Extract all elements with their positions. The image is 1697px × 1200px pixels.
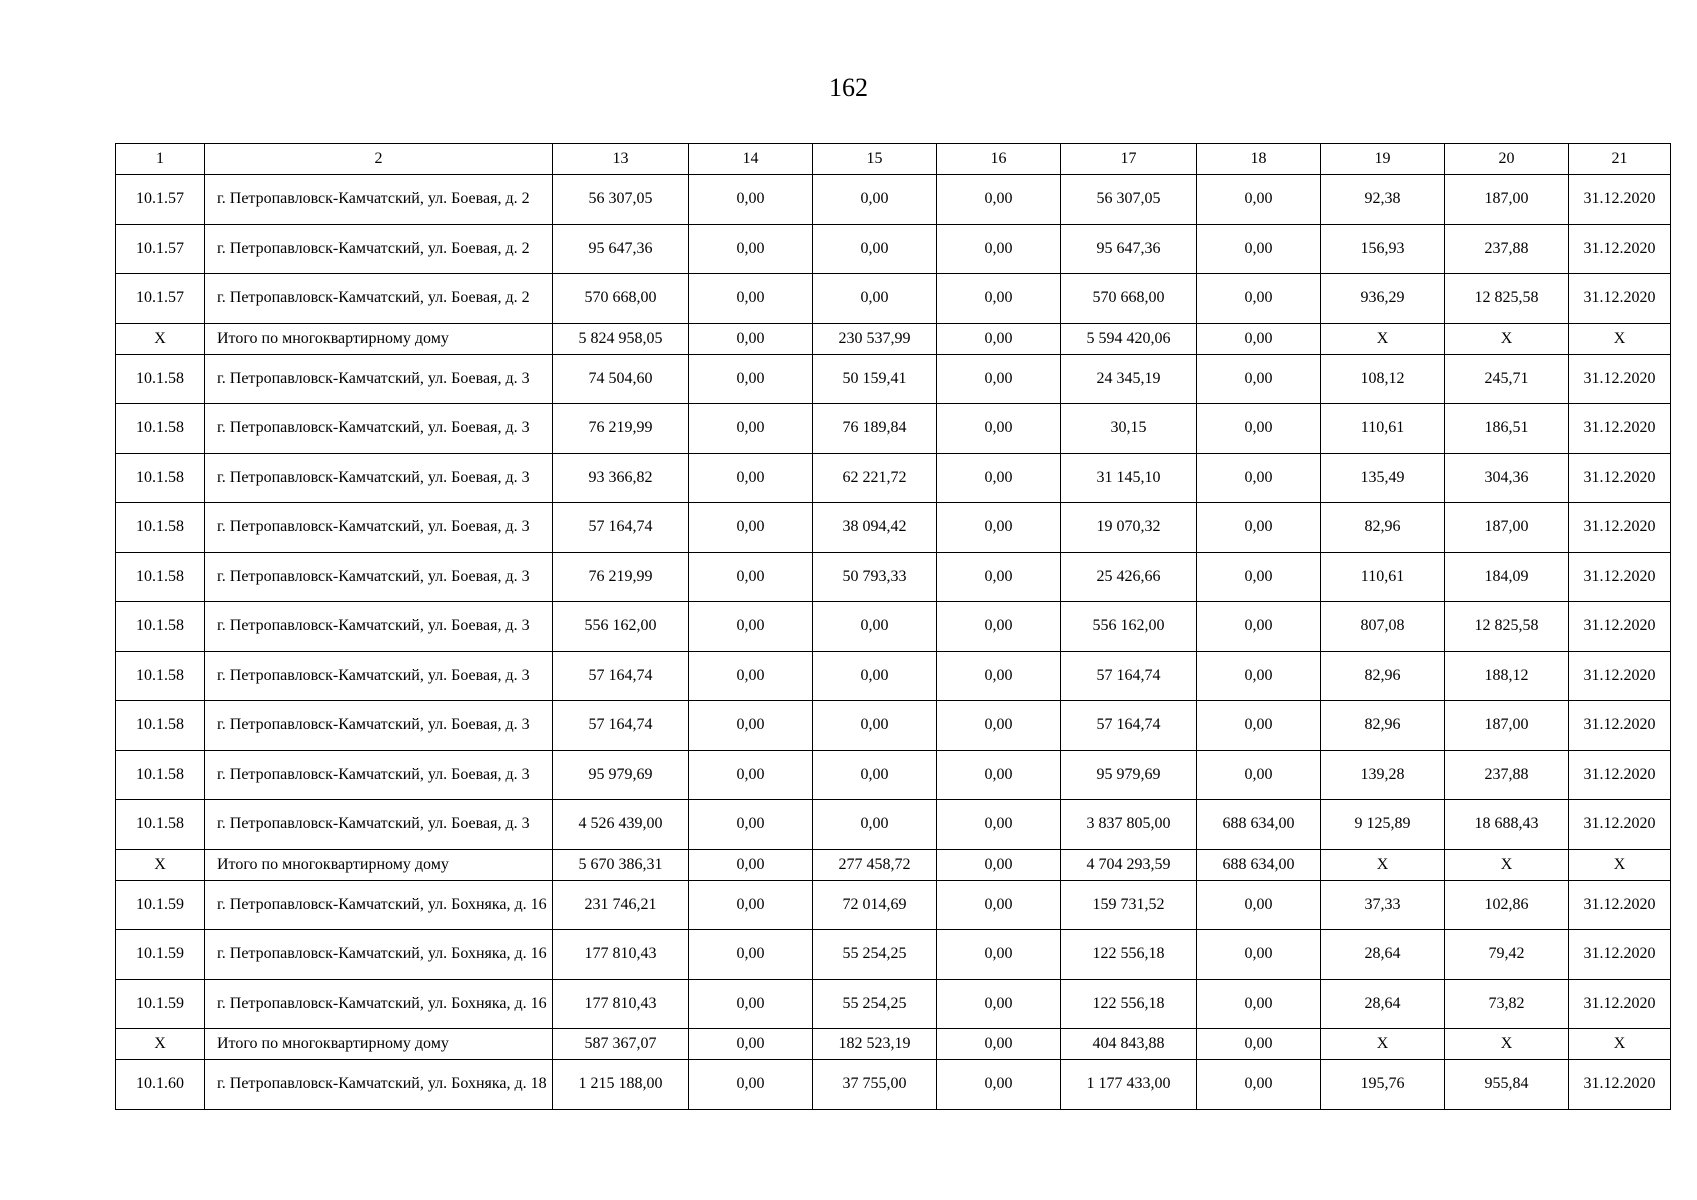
cell-col-19: 9 125,89: [1321, 800, 1445, 850]
address-cell: г. Петропавловск-Камчатский, ул. Боевая, д. 3: [205, 453, 553, 503]
cell-col-15: 62 221,72: [813, 453, 937, 503]
cell-col-14: 0,00: [689, 224, 813, 274]
header-cell: 17: [1061, 144, 1197, 175]
cell-col-17: 19 070,32: [1061, 503, 1197, 553]
cell-col-20: 79,42: [1445, 930, 1569, 980]
cell-col-13: 57 164,74: [553, 651, 689, 701]
cell-col-13: 5 670 386,31: [553, 849, 689, 880]
cell-col-18: 0,00: [1197, 224, 1321, 274]
cell-col-19: 37,33: [1321, 880, 1445, 930]
cell-col-18: 0,00: [1197, 701, 1321, 751]
cell-col-19: X: [1321, 323, 1445, 354]
row-number-cell: X: [116, 323, 205, 354]
cell-col-15: 50 159,41: [813, 354, 937, 404]
address-cell: г. Петропавловск-Камчатский, ул. Боевая, д. 3: [205, 602, 553, 652]
table-row: [116, 453, 1671, 503]
cell-col-16: 0,00: [937, 750, 1061, 800]
table-row: [116, 651, 1671, 701]
row-number-cell: X: [116, 1029, 205, 1060]
header-cell: 15: [813, 144, 937, 175]
cell-col-17: 24 345,19: [1061, 354, 1197, 404]
table-row: [116, 503, 1671, 553]
address-cell: г. Петропавловск-Камчатский, ул. Бохняка, д. 16: [205, 930, 553, 980]
row-number-cell: 10.1.57: [116, 175, 205, 225]
cell-col-15: 55 254,25: [813, 930, 937, 980]
header-cell: 20: [1445, 144, 1569, 175]
cell-col-17: 30,15: [1061, 404, 1197, 454]
cell-col-20: 186,51: [1445, 404, 1569, 454]
row-number-cell: 10.1.59: [116, 880, 205, 930]
cell-col-13: 76 219,99: [553, 552, 689, 602]
cell-col-15: 277 458,72: [813, 849, 937, 880]
cell-col-14: 0,00: [689, 453, 813, 503]
cell-col-20: 237,88: [1445, 224, 1569, 274]
date-cell: 31.12.2020: [1569, 503, 1671, 553]
cell-col-18: 0,00: [1197, 979, 1321, 1029]
row-number-cell: 10.1.58: [116, 651, 205, 701]
date-cell: 31.12.2020: [1569, 552, 1671, 602]
cell-col-17: 56 307,05: [1061, 175, 1197, 225]
cell-col-17: 5 594 420,06: [1061, 323, 1197, 354]
cell-col-15: 0,00: [813, 750, 937, 800]
date-cell: 31.12.2020: [1569, 880, 1671, 930]
cell-col-20: 187,00: [1445, 175, 1569, 225]
cell-col-17: 159 731,52: [1061, 880, 1197, 930]
cell-col-19: 28,64: [1321, 979, 1445, 1029]
date-cell: 31.12.2020: [1569, 404, 1671, 454]
address-cell: г. Петропавловск-Камчатский, ул. Бохняка, д. 18: [205, 1060, 553, 1110]
cell-col-14: 0,00: [689, 800, 813, 850]
row-number-cell: 10.1.57: [116, 274, 205, 324]
cell-col-13: 4 526 439,00: [553, 800, 689, 850]
cell-col-16: 0,00: [937, 701, 1061, 751]
cell-col-18: 0,00: [1197, 602, 1321, 652]
cell-col-20: 187,00: [1445, 701, 1569, 751]
cell-col-20: 12 825,58: [1445, 602, 1569, 652]
cell-col-17: 404 843,88: [1061, 1029, 1197, 1060]
cell-col-13: 57 164,74: [553, 701, 689, 751]
table-row: [116, 602, 1671, 652]
cell-col-15: 72 014,69: [813, 880, 937, 930]
cell-col-13: 95 647,36: [553, 224, 689, 274]
cell-col-17: 25 426,66: [1061, 552, 1197, 602]
cell-col-17: 4 704 293,59: [1061, 849, 1197, 880]
cell-col-20: 187,00: [1445, 503, 1569, 553]
cell-col-15: 0,00: [813, 175, 937, 225]
header-cell: 14: [689, 144, 813, 175]
cell-col-18: 0,00: [1197, 552, 1321, 602]
data-table: [115, 143, 1671, 1110]
row-number-cell: 10.1.58: [116, 750, 205, 800]
cell-col-19: 139,28: [1321, 750, 1445, 800]
cell-col-20: 304,36: [1445, 453, 1569, 503]
cell-col-18: 0,00: [1197, 750, 1321, 800]
date-cell: X: [1569, 1029, 1671, 1060]
table-row: [116, 979, 1671, 1029]
address-cell: Итого по многоквартирному дому: [205, 849, 553, 880]
cell-col-15: 37 755,00: [813, 1060, 937, 1110]
cell-col-15: 0,00: [813, 651, 937, 701]
cell-col-14: 0,00: [689, 503, 813, 553]
cell-col-13: 231 746,21: [553, 880, 689, 930]
cell-col-14: 0,00: [689, 1060, 813, 1110]
date-cell: 31.12.2020: [1569, 453, 1671, 503]
cell-col-16: 0,00: [937, 274, 1061, 324]
address-cell: г. Петропавловск-Камчатский, ул. Боевая, д. 3: [205, 503, 553, 553]
cell-col-15: 0,00: [813, 274, 937, 324]
cell-col-17: 95 647,36: [1061, 224, 1197, 274]
cell-col-16: 0,00: [937, 880, 1061, 930]
cell-col-19: 28,64: [1321, 930, 1445, 980]
address-cell: г. Петропавловск-Камчатский, ул. Боевая, д. 2: [205, 224, 553, 274]
cell-col-14: 0,00: [689, 880, 813, 930]
table-row: [116, 800, 1671, 850]
cell-col-14: 0,00: [689, 701, 813, 751]
cell-col-17: 57 164,74: [1061, 701, 1197, 751]
cell-col-18: 0,00: [1197, 503, 1321, 553]
cell-col-13: 570 668,00: [553, 274, 689, 324]
row-number-cell: X: [116, 849, 205, 880]
cell-col-16: 0,00: [937, 602, 1061, 652]
cell-col-15: 230 537,99: [813, 323, 937, 354]
cell-col-20: 12 825,58: [1445, 274, 1569, 324]
cell-col-13: 5 824 958,05: [553, 323, 689, 354]
date-cell: 31.12.2020: [1569, 930, 1671, 980]
cell-col-16: 0,00: [937, 503, 1061, 553]
cell-col-19: 82,96: [1321, 651, 1445, 701]
cell-col-18: 0,00: [1197, 453, 1321, 503]
table-row: [116, 404, 1671, 454]
cell-col-15: 76 189,84: [813, 404, 937, 454]
page-number: 162: [829, 73, 868, 102]
row-number-cell: 10.1.58: [116, 552, 205, 602]
cell-col-20: 73,82: [1445, 979, 1569, 1029]
cell-col-20: 955,84: [1445, 1060, 1569, 1110]
row-number-cell: 10.1.58: [116, 453, 205, 503]
cell-col-15: 50 793,33: [813, 552, 937, 602]
cell-col-17: 122 556,18: [1061, 930, 1197, 980]
cell-col-19: 82,96: [1321, 701, 1445, 751]
row-number-cell: 10.1.58: [116, 701, 205, 751]
cell-col-15: 55 254,25: [813, 979, 937, 1029]
cell-col-19: 135,49: [1321, 453, 1445, 503]
row-number-cell: 10.1.58: [116, 800, 205, 850]
table-row: [116, 880, 1671, 930]
cell-col-16: 0,00: [937, 849, 1061, 880]
cell-col-20: X: [1445, 1029, 1569, 1060]
cell-col-16: 0,00: [937, 323, 1061, 354]
address-cell: г. Петропавловск-Камчатский, ул. Боевая, д. 3: [205, 552, 553, 602]
address-cell: г. Петропавловск-Камчатский, ул. Боевая, д. 3: [205, 701, 553, 751]
cell-col-18: 0,00: [1197, 274, 1321, 324]
address-cell: г. Петропавловск-Камчатский, ул. Бохняка, д. 16: [205, 979, 553, 1029]
cell-col-15: 0,00: [813, 701, 937, 751]
cell-col-18: 0,00: [1197, 1060, 1321, 1110]
header-cell: 21: [1569, 144, 1671, 175]
cell-col-15: 0,00: [813, 602, 937, 652]
row-number-cell: 10.1.58: [116, 602, 205, 652]
cell-col-14: 0,00: [689, 930, 813, 980]
cell-col-20: 184,09: [1445, 552, 1569, 602]
cell-col-20: X: [1445, 323, 1569, 354]
cell-col-17: 31 145,10: [1061, 453, 1197, 503]
cell-col-17: 3 837 805,00: [1061, 800, 1197, 850]
cell-col-18: 0,00: [1197, 323, 1321, 354]
table-row: [116, 701, 1671, 751]
cell-col-19: 92,38: [1321, 175, 1445, 225]
cell-col-16: 0,00: [937, 979, 1061, 1029]
header-cell: 16: [937, 144, 1061, 175]
cell-col-13: 95 979,69: [553, 750, 689, 800]
address-cell: г. Петропавловск-Камчатский, ул. Боевая, д. 2: [205, 175, 553, 225]
address-cell: г. Петропавловск-Камчатский, ул. Боевая, д. 3: [205, 404, 553, 454]
row-number-cell: 10.1.58: [116, 404, 205, 454]
cell-col-18: 0,00: [1197, 651, 1321, 701]
cell-col-16: 0,00: [937, 1029, 1061, 1060]
cell-col-15: 0,00: [813, 800, 937, 850]
header-cell: 1: [116, 144, 205, 175]
cell-col-14: 0,00: [689, 750, 813, 800]
table-total-row: [116, 323, 1671, 354]
table-total-row: [116, 1029, 1671, 1060]
date-cell: 31.12.2020: [1569, 274, 1671, 324]
table-body: [116, 144, 1671, 1110]
cell-col-13: 76 219,99: [553, 404, 689, 454]
cell-col-14: 0,00: [689, 354, 813, 404]
cell-col-15: 38 094,42: [813, 503, 937, 553]
cell-col-16: 0,00: [937, 800, 1061, 850]
row-number-cell: 10.1.57: [116, 224, 205, 274]
cell-col-16: 0,00: [937, 552, 1061, 602]
table-row: [116, 224, 1671, 274]
table-row: [116, 274, 1671, 324]
cell-col-18: 688 634,00: [1197, 800, 1321, 850]
cell-col-19: 936,29: [1321, 274, 1445, 324]
cell-col-16: 0,00: [937, 1060, 1061, 1110]
cell-col-16: 0,00: [937, 354, 1061, 404]
cell-col-13: 587 367,07: [553, 1029, 689, 1060]
table-row: [116, 1060, 1671, 1110]
cell-col-17: 556 162,00: [1061, 602, 1197, 652]
cell-col-16: 0,00: [937, 175, 1061, 225]
row-number-cell: 10.1.58: [116, 503, 205, 553]
cell-col-14: 0,00: [689, 979, 813, 1029]
cell-col-14: 0,00: [689, 552, 813, 602]
cell-col-14: 0,00: [689, 1029, 813, 1060]
date-cell: 31.12.2020: [1569, 800, 1671, 850]
cell-col-19: X: [1321, 1029, 1445, 1060]
cell-col-14: 0,00: [689, 175, 813, 225]
cell-col-19: X: [1321, 849, 1445, 880]
cell-col-14: 0,00: [689, 274, 813, 324]
cell-col-19: 108,12: [1321, 354, 1445, 404]
cell-col-13: 177 810,43: [553, 979, 689, 1029]
date-cell: 31.12.2020: [1569, 1060, 1671, 1110]
header-cell: 18: [1197, 144, 1321, 175]
table-row: [116, 175, 1671, 225]
cell-col-18: 0,00: [1197, 354, 1321, 404]
address-cell: г. Петропавловск-Камчатский, ул. Боевая, д. 3: [205, 800, 553, 850]
cell-col-16: 0,00: [937, 224, 1061, 274]
cell-col-20: 188,12: [1445, 651, 1569, 701]
cell-col-13: 556 162,00: [553, 602, 689, 652]
cell-col-13: 57 164,74: [553, 503, 689, 553]
date-cell: 31.12.2020: [1569, 354, 1671, 404]
cell-col-14: 0,00: [689, 323, 813, 354]
table-header-row: [116, 144, 1671, 175]
cell-col-18: 688 634,00: [1197, 849, 1321, 880]
cell-col-14: 0,00: [689, 404, 813, 454]
cell-col-17: 122 556,18: [1061, 979, 1197, 1029]
row-number-cell: 10.1.60: [116, 1060, 205, 1110]
date-cell: X: [1569, 849, 1671, 880]
cell-col-19: 110,61: [1321, 552, 1445, 602]
table-row: [116, 930, 1671, 980]
row-number-cell: 10.1.58: [116, 354, 205, 404]
date-cell: 31.12.2020: [1569, 701, 1671, 751]
cell-col-14: 0,00: [689, 849, 813, 880]
address-cell: г. Петропавловск-Камчатский, ул. Боевая, д. 3: [205, 750, 553, 800]
cell-col-17: 57 164,74: [1061, 651, 1197, 701]
header-cell: 2: [205, 144, 553, 175]
address-cell: г. Петропавловск-Камчатский, ул. Боевая, д. 2: [205, 274, 553, 324]
cell-col-19: 156,93: [1321, 224, 1445, 274]
cell-col-15: 0,00: [813, 224, 937, 274]
cell-col-16: 0,00: [937, 651, 1061, 701]
cell-col-17: 95 979,69: [1061, 750, 1197, 800]
cell-col-20: 245,71: [1445, 354, 1569, 404]
address-cell: г. Петропавловск-Камчатский, ул. Бохняка, д. 16: [205, 880, 553, 930]
date-cell: 31.12.2020: [1569, 651, 1671, 701]
cell-col-17: 570 668,00: [1061, 274, 1197, 324]
cell-col-17: 1 177 433,00: [1061, 1060, 1197, 1110]
cell-col-19: 82,96: [1321, 503, 1445, 553]
cell-col-18: 0,00: [1197, 404, 1321, 454]
cell-col-18: 0,00: [1197, 930, 1321, 980]
cell-col-18: 0,00: [1197, 1029, 1321, 1060]
row-number-cell: 10.1.59: [116, 930, 205, 980]
cell-col-14: 0,00: [689, 651, 813, 701]
date-cell: 31.12.2020: [1569, 979, 1671, 1029]
cell-col-13: 74 504,60: [553, 354, 689, 404]
cell-col-18: 0,00: [1197, 880, 1321, 930]
cell-col-18: 0,00: [1197, 175, 1321, 225]
cell-col-19: 110,61: [1321, 404, 1445, 454]
date-cell: 31.12.2020: [1569, 602, 1671, 652]
header-cell: 19: [1321, 144, 1445, 175]
cell-col-19: 807,08: [1321, 602, 1445, 652]
table-row: [116, 354, 1671, 404]
cell-col-20: 18 688,43: [1445, 800, 1569, 850]
cell-col-20: X: [1445, 849, 1569, 880]
cell-col-13: 93 366,82: [553, 453, 689, 503]
table-row: [116, 552, 1671, 602]
cell-col-16: 0,00: [937, 404, 1061, 454]
address-cell: Итого по многоквартирному дому: [205, 323, 553, 354]
table-total-row: [116, 849, 1671, 880]
cell-col-20: 102,86: [1445, 880, 1569, 930]
cell-col-15: 182 523,19: [813, 1029, 937, 1060]
cell-col-13: 1 215 188,00: [553, 1060, 689, 1110]
cell-col-20: 237,88: [1445, 750, 1569, 800]
address-cell: г. Петропавловск-Камчатский, ул. Боевая, д. 3: [205, 651, 553, 701]
cell-col-13: 56 307,05: [553, 175, 689, 225]
table-row: [116, 750, 1671, 800]
cell-col-14: 0,00: [689, 602, 813, 652]
address-cell: г. Петропавловск-Камчатский, ул. Боевая, д. 3: [205, 354, 553, 404]
row-number-cell: 10.1.59: [116, 979, 205, 1029]
date-cell: 31.12.2020: [1569, 175, 1671, 225]
header-cell: 13: [553, 144, 689, 175]
date-cell: 31.12.2020: [1569, 750, 1671, 800]
address-cell: Итого по многоквартирному дому: [205, 1029, 553, 1060]
date-cell: 31.12.2020: [1569, 224, 1671, 274]
cell-col-13: 177 810,43: [553, 930, 689, 980]
cell-col-19: 195,76: [1321, 1060, 1445, 1110]
cell-col-16: 0,00: [937, 930, 1061, 980]
date-cell: X: [1569, 323, 1671, 354]
cell-col-16: 0,00: [937, 453, 1061, 503]
